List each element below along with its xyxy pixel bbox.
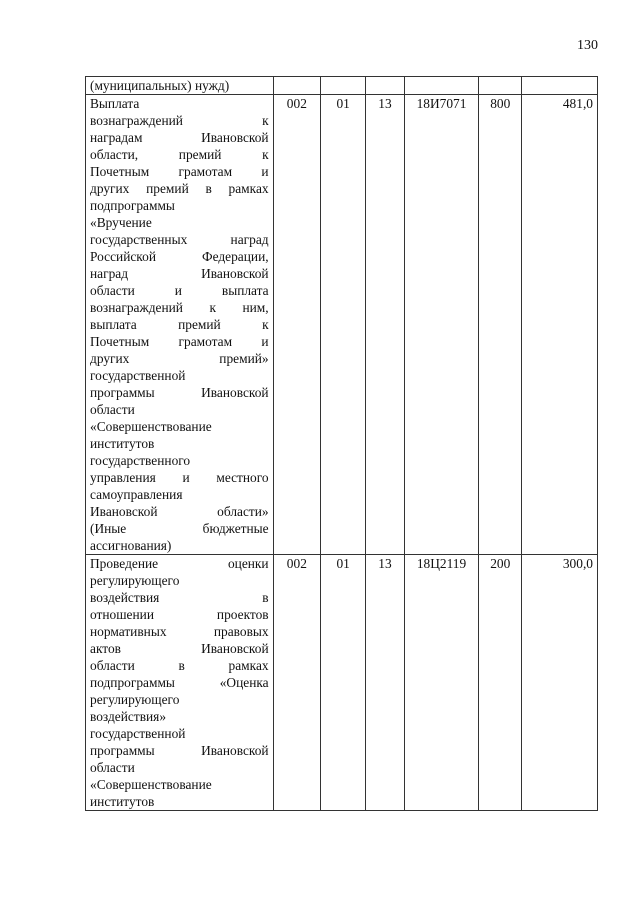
description-line: наград Ивановской bbox=[90, 266, 269, 281]
description-line: подпрограммы «Оценка bbox=[90, 675, 269, 690]
cell-description: (муниципальных) нужд) bbox=[86, 77, 274, 95]
description-line: отношении проектов bbox=[90, 607, 269, 622]
description-line: области bbox=[90, 760, 135, 775]
description-line: Ивановской области» bbox=[90, 504, 269, 519]
description-line: «Совершенствование bbox=[90, 777, 212, 792]
cell-section: 01 bbox=[321, 95, 366, 555]
description-line: регулирующего bbox=[90, 692, 180, 707]
description-line: управления и местного bbox=[90, 470, 269, 485]
cell-target-article: 18И7071 bbox=[404, 95, 479, 555]
description-line: Выплата bbox=[90, 96, 140, 111]
description-line: государственных наград bbox=[90, 232, 269, 247]
cell-subsection bbox=[366, 77, 404, 95]
table-row-continuation bbox=[86, 77, 598, 95]
table-row bbox=[86, 95, 598, 555]
description-line: государственного bbox=[90, 453, 191, 468]
cell-subsection: 13 bbox=[366, 95, 404, 555]
cell-ved: 002 bbox=[273, 95, 320, 555]
cell-subsection: 13 bbox=[366, 555, 404, 811]
table-row bbox=[86, 555, 598, 811]
description-line: выплата премий к bbox=[90, 317, 269, 332]
description-line: вознаграждений к bbox=[90, 113, 269, 128]
description-line: воздействия» bbox=[90, 709, 167, 724]
description-line: Российской Федерации, bbox=[90, 249, 269, 264]
cell-amount: 481,0 bbox=[522, 95, 598, 555]
cell-section bbox=[321, 77, 366, 95]
description-line: воздействия в bbox=[90, 590, 269, 605]
description-line: подпрограммы bbox=[90, 198, 175, 213]
description-line: вознаграждений к ним, bbox=[90, 300, 269, 315]
description-line: других премий» bbox=[90, 351, 269, 366]
cell-expense-type: 200 bbox=[479, 555, 522, 811]
description-line: Почетным грамотам и bbox=[90, 334, 269, 349]
cell-amount bbox=[522, 77, 598, 95]
cell-ved bbox=[273, 77, 320, 95]
description-line: области в рамках bbox=[90, 658, 269, 673]
cell-description bbox=[86, 555, 274, 811]
description-line: институтов bbox=[90, 436, 155, 451]
description-line: регулирующего bbox=[90, 573, 180, 588]
cell-ved: 002 bbox=[273, 555, 320, 811]
cell-amount: 300,0 bbox=[522, 555, 598, 811]
cell-description bbox=[86, 95, 274, 555]
description-line: «Вручение bbox=[90, 215, 152, 230]
description-line: программы Ивановской bbox=[90, 385, 269, 400]
description-line: ассигнования) bbox=[90, 538, 172, 553]
description-line: нормативных правовых bbox=[90, 624, 269, 639]
description-line: области и выплата bbox=[90, 283, 269, 298]
description-line: (Иные бюджетные bbox=[90, 521, 269, 536]
description-line: самоуправления bbox=[90, 487, 183, 502]
description-line: области, премий к bbox=[90, 147, 269, 162]
description-line: государственной bbox=[90, 726, 186, 741]
cell-section: 01 bbox=[321, 555, 366, 811]
page-number: 130 bbox=[577, 38, 598, 53]
description-line: институтов bbox=[90, 794, 155, 809]
description-line: программы Ивановской bbox=[90, 743, 269, 758]
description-line: Проведение оценки bbox=[90, 556, 269, 571]
description-line: актов Ивановской bbox=[90, 641, 269, 656]
description-line: Почетным грамотам и bbox=[90, 164, 269, 179]
budget-table bbox=[85, 76, 598, 811]
description-line: государственной bbox=[90, 368, 186, 383]
cell-target-article: 18Ц2119 bbox=[404, 555, 479, 811]
description-line: «Совершенствование bbox=[90, 419, 212, 434]
cell-expense-type: 800 bbox=[479, 95, 522, 555]
description-line: области bbox=[90, 402, 135, 417]
description-line: наградам Ивановской bbox=[90, 130, 269, 145]
description-line: других премий в рамках bbox=[90, 181, 269, 196]
cell-target-article bbox=[404, 77, 479, 95]
cell-expense-type bbox=[479, 77, 522, 95]
